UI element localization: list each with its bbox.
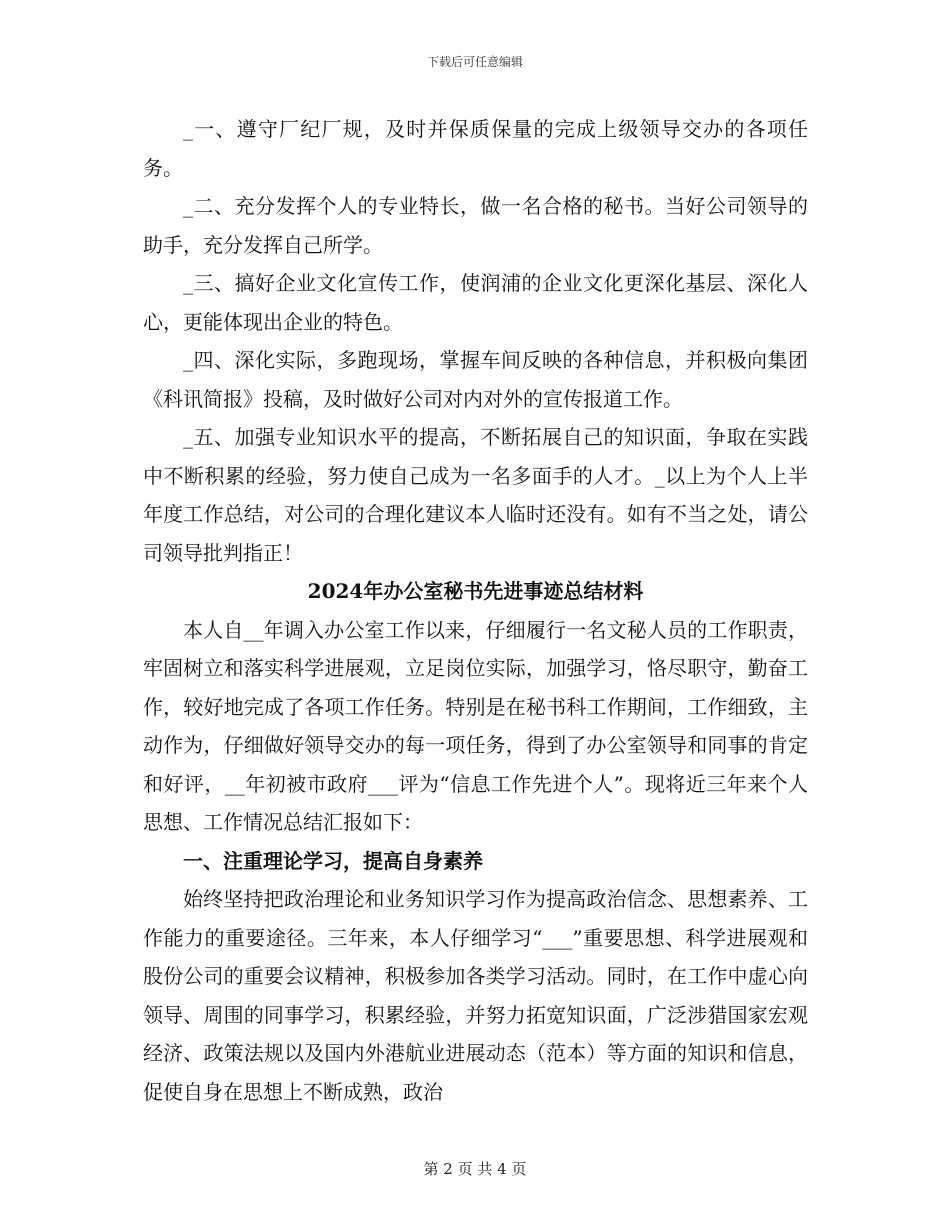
paragraph-item-5: _五、加强专业知识水平的提高，不断拓展自己的知识面，争取在实践中不断积累的经验，努力使自己成为一名多面手的人才。_以上为个人上半年度工作总结，对公司的合理化建议本人临时还没有。如有不当之处，请公司领导批判指正！	[143, 425, 808, 565]
page-number-footer: 第 2 页 共 4 页	[423, 1160, 527, 1178]
paragraph-item-2: _二、充分发挥个人的专业特长，做一名合格的秘书。当好公司领导的助手，充分发挥自己所学。	[143, 194, 808, 257]
intro-paragraph: 本人自__年调入办公室工作以来，仔细履行一名文秘人员的工作职责，牢固树立和落实科学进展观，立足岗位实际，加强学习，恪尽职守，勤奋工作，较好地完成了各项工作任务。特别是在秘书科工作期间，工作细致，主动作为，仔细做好领导交办的每一项任务，得到了办公室领导和同事的肯定和好评，__年初被市政府___评为“信息工作先进个人”。现将近三年来个人思想、工作情况总结汇报如下：	[143, 617, 808, 834]
final-paragraph: 始终坚持把政治理论和业务知识学习作为提高政治信念、思想素养、工作能力的重要途径。三年来，本人仔细学习“___”重要思想、科学进展观和股份公司的重要会议精神，积极参加各类学习活动。同时，在工作中虚心向领导、周围的同事学习，积累经验，并努力拓宽知识面，广泛涉猎国家宏观经济、政策法规以及国内外港航业进展动态（范本）等方面的知识和信息，促使自身在思想上不断成熟，政治	[143, 887, 808, 1104]
document-body	[143, 110, 808, 1111]
paragraph-item-3: _三、搞好企业文化宣传工作，使润浦的企业文化更深化基层、深化人心，更能体现出企业的特色。	[143, 271, 808, 334]
paragraph-item-1: _一、遵守厂纪厂规，及时并保质保量的完成上级领导交办的各项任务。	[143, 117, 808, 180]
page-header-note: 下载后可任意编辑	[426, 55, 523, 69]
section-title: 2024年办公室秘书先进事迹总结材料	[307, 579, 644, 603]
paragraph-item-4: _四、深化实际，多跑现场，掌握车间反映的各种信息，并积极向集团《科讯简报》投稿，及时做好公司对内对外的宣传报道工作。	[143, 348, 808, 411]
subheading: 一、注重理论学习，提高自身素养	[183, 848, 483, 873]
